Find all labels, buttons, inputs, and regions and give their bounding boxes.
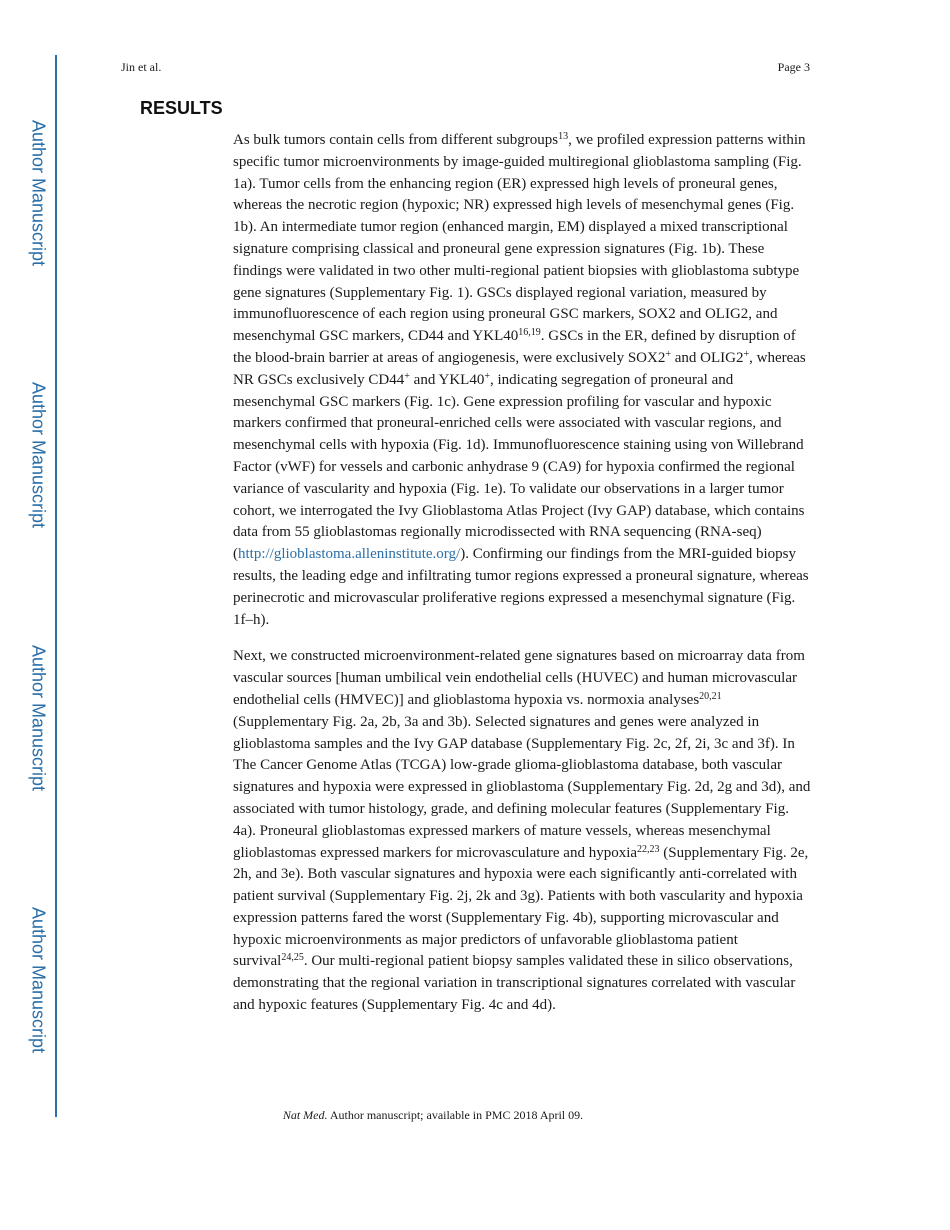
paragraph-1: As bulk tumors contain cells from different subgroups$^{13}$, we profiled expression patterns within specific tumor microenvironments by image-guided multiregional glioblastoma sampling (Fig. 1a). Tumor cells from the enhancing region (ER) expressed high levels of proneural genes, whereas the necrotic region (hypoxic; NR) expressed high levels of mesenchymal genes (Fig. 1b). An intermediate tumor region (enhanced margin, EM) displayed a mixed transcriptional signature comprising classical and proneural gene expression signatures (Fig. 1b). These findings were validated in two other multi-regional patient biopsies with glioblastoma subtype gene signatures (Supplementary Fig. 1). GSCs displayed regional variation, measured by immunofluorescence of each region using proneural GSC markers, SOX2 and OLIG2, and mesenchymal GSC markers, CD44 and YKL40$^{16,19}$. GSCs in the ER, defined by disruption of the blood-brain barrier at areas of angiogenesis, were exclusively SOX2+ and OLIG2+, whereas NR GSCs exclusively CD44+ and YKL40+, indicating segregation of proneural and mesenchymal GSC markers (Fig. 1c). Gene expression profiling for vascular and hypoxic markers confirmed that proneural-enriched cells were associated with vascular regions, and mesenchymal cells with hypoxia (Fig. 1d). Immunofluorescence staining using von Willebrand Factor (vWF) for vessels and carbonic anhydrase 9 (CA9) for hypoxia confirmed the regional variance of vascularity and hypoxia (Fig. 1e). To validate our observations in a larger tumor cohort, we interrogated the Ivy Glioblastoma Atlas Project (Ivy GAP) database, which contains data from 55 glioblastomas regionally microdissected with RNA sequencing (RNA-seq) (http://glioblastoma.alleninstitute.org/). Confirming our findings from the MRI-guided biopsy results, the leading edge and infiltrating tumor regions expressed a proneural signature, whereas perinecrotic and microvascular proliferative regions expressed a mesenchymal signature (Fig. 1f–h). — [233, 131, 809, 628]
citation: 20,21 — [699, 690, 722, 702]
running-header-authors: Jin et al. — [121, 60, 162, 74]
journal-name: Nat Med. — [282, 1108, 328, 1122]
page-number: Page 3 — [777, 60, 810, 74]
paragraph-2: Next, we constructed microenvironment-related gene signatures based on microarray data from vascular sources [human umbilical vein endothelial cells (HUVEC) and human microvascular endothelial cells (HMVEC)] and glioblastoma hypoxia vs. normoxia analyses$^{20,21}$ (Supplementary Fig. 2a, 2b, 3a and 3b). Selected signatures and genes were analyzed in glioblastoma samples and the Ivy GAP database (Supplementary Fig. 2c, 2f, 2i, 3c and 3f). In The Cancer Genome Atlas (TCGA) low-grade glioma-glioblastoma database, both vascular signatures and hypoxia were expressed in glioblastoma (Supplementary Fig. 2d, 2g and 3d), and associated with tumor histology, grade, and defining molecular features (Supplementary Fig. 4a). Proneural glioblastomas expressed markers of mature vessels, whereas mesenchymal glioblastomas expressed markers for microvasculature and hypoxia$^{22,23}$ (Supplementary Fig. 2e, 2h, and 3e). Both vascular signatures and hypoxia were each significantly anti-correlated with patient survival (Supplementary Fig. 2j, 2k and 3g). Patients with both vascularity and hypoxia expression patterns fared the worst (Supplementary Fig. 4b), supporting microvascular and hypoxic microenvironments as major predictors of unfavorable glioblastoma patient survival$^{24,25}$. Our multi-regional patient biopsy samples validated these in silico observations, demonstrating that the regional variation in transcriptional signatures correlated with vascular and hypoxic features (Supplementary Fig. 4c and 4d). — [233, 648, 811, 1014]
footer — [0, 1108, 866, 1123]
margin-rule — [55, 55, 57, 1117]
footer-text: Author manuscript; available in PMC 2018 April 09. — [327, 1108, 584, 1122]
citation: 16,19 — [518, 327, 541, 339]
section-title: RESULTS — [140, 98, 223, 118]
body-text — [233, 130, 811, 1032]
citation: 24,25 — [281, 952, 304, 964]
allen-institute-link[interactable]: http://glioblastoma.alleninstitute.org/ — [238, 546, 461, 563]
citation: 13 — [558, 131, 569, 142]
citation: 22,23 — [637, 843, 660, 855]
